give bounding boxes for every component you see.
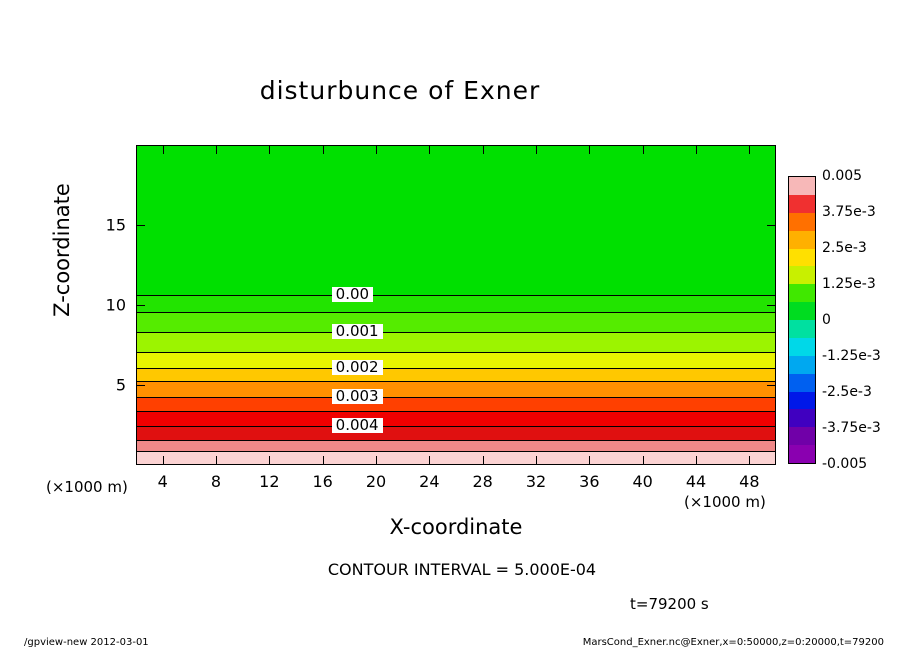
colorbar-segment — [789, 177, 815, 195]
y-tick-label: 15 — [105, 215, 126, 235]
x-tick — [216, 456, 217, 465]
x-tick-label: 20 — [365, 472, 387, 491]
x-tick — [749, 456, 750, 465]
colorbar-segment — [789, 284, 815, 302]
y-tick-label: 10 — [105, 295, 126, 315]
colorbar-segment — [789, 409, 815, 427]
contour-band — [137, 295, 775, 312]
colorbar-segment — [789, 231, 815, 249]
x-tick — [269, 456, 270, 465]
contour-band — [137, 146, 775, 295]
colorbar-label: -3.75e-3 — [822, 420, 881, 436]
colorbar-segment — [789, 356, 815, 374]
contour-band — [137, 332, 775, 352]
time-label: t=79200 s — [630, 595, 709, 613]
x-tick — [323, 145, 324, 154]
colorbar-label: 1.25e-3 — [822, 276, 876, 292]
y-tick — [136, 385, 145, 386]
colorbar — [788, 176, 816, 464]
contour-line — [137, 411, 775, 412]
x-tick-label: 44 — [685, 472, 707, 491]
contour-line — [137, 440, 775, 441]
colorbar-segment — [789, 427, 815, 445]
x-tick-label: 4 — [157, 472, 168, 491]
contour-label: 0.003 — [332, 389, 383, 404]
x-tick — [429, 145, 430, 154]
contour-line — [137, 451, 775, 452]
x-tick — [643, 456, 644, 465]
contour-interval-note: CONTOUR INTERVAL = 5.000E-04 — [327, 560, 597, 579]
colorbar-segment — [789, 213, 815, 231]
footer-right-text: MarsCond_Exner.nc@Exner,x=0:50000,z=0:20000,t=79200 — [582, 637, 884, 648]
colorbar-segment — [789, 266, 815, 284]
colorbar-segment — [789, 195, 815, 213]
plot-area — [136, 145, 776, 465]
contour-band — [137, 397, 775, 411]
x-tick-label: 12 — [259, 472, 280, 491]
x-tick-label: 40 — [632, 472, 653, 491]
contour-label: 0.004 — [332, 418, 383, 433]
colorbar-segment — [789, 392, 815, 410]
x-tick — [216, 145, 217, 154]
x-tick — [376, 145, 377, 154]
x-tick — [323, 456, 324, 465]
contour-line — [137, 426, 775, 427]
x-tick — [163, 145, 164, 154]
x-tick-label: 32 — [525, 472, 547, 491]
footer-left-text: /gpview-new 2012-03-01 — [24, 637, 149, 648]
colorbar-segment — [789, 249, 815, 267]
y-axis-unit: (×1000 m) — [46, 478, 128, 496]
colorbar-label: 3.75e-3 — [822, 204, 876, 220]
colorbar-segment — [789, 338, 815, 356]
contour-band — [137, 381, 775, 397]
x-tick — [483, 456, 484, 465]
x-axis-label: X-coordinate — [389, 515, 523, 539]
colorbar-label: -2.5e-3 — [822, 384, 872, 400]
x-tick — [536, 145, 537, 154]
contour-label: 0.00 — [332, 287, 373, 302]
contour-line — [137, 352, 775, 353]
x-tick-label: 36 — [579, 472, 600, 491]
x-tick — [536, 456, 537, 465]
y-tick — [767, 225, 776, 226]
contour-line — [137, 332, 775, 333]
colorbar-segment — [789, 302, 815, 320]
x-tick-label: 8 — [210, 472, 222, 491]
x-tick — [376, 456, 377, 465]
contour-line — [137, 368, 775, 369]
x-tick — [589, 145, 590, 154]
y-axis-label: Z-coordinate — [50, 183, 74, 317]
x-tick — [696, 456, 697, 465]
y-tick — [136, 225, 145, 226]
x-tick — [749, 145, 750, 154]
y-tick — [767, 385, 776, 386]
x-tick-label: 24 — [419, 472, 440, 491]
page-title: disturbunce of Exner — [259, 76, 541, 105]
x-tick — [429, 456, 430, 465]
colorbar-label: 2.5e-3 — [822, 240, 867, 256]
x-tick-label: 48 — [739, 472, 760, 491]
contour-band — [137, 440, 775, 451]
y-tick-label: 5 — [115, 375, 126, 395]
x-tick — [696, 145, 697, 154]
x-tick-label: 28 — [472, 472, 493, 491]
contour-band — [137, 352, 775, 368]
colorbar-label: 0.005 — [822, 168, 863, 184]
colorbar-segment — [789, 320, 815, 338]
x-tick — [589, 456, 590, 465]
colorbar-segment — [789, 445, 815, 463]
contour-band — [137, 411, 775, 426]
x-tick — [269, 145, 270, 154]
contour-band — [137, 312, 775, 333]
colorbar-label: -0.005 — [822, 456, 868, 472]
contour-band — [137, 451, 775, 465]
x-tick — [483, 145, 484, 154]
x-axis-unit: (×1000 m) — [684, 493, 766, 511]
contour-label: 0.002 — [332, 360, 383, 375]
contour-line — [137, 312, 775, 313]
contour-label: 0.001 — [332, 324, 383, 339]
contour-line — [137, 295, 775, 296]
colorbar-label: -1.25e-3 — [822, 348, 881, 364]
colorbar-segment — [789, 374, 815, 392]
y-tick — [136, 305, 145, 306]
contour-band — [137, 368, 775, 381]
contour-line — [137, 397, 775, 398]
x-tick — [643, 145, 644, 154]
colorbar-label: 0 — [822, 312, 831, 328]
contour-band — [137, 426, 775, 440]
y-tick — [767, 305, 776, 306]
x-tick-label: 16 — [312, 472, 333, 491]
contour-line — [137, 381, 775, 382]
x-tick — [163, 456, 164, 465]
